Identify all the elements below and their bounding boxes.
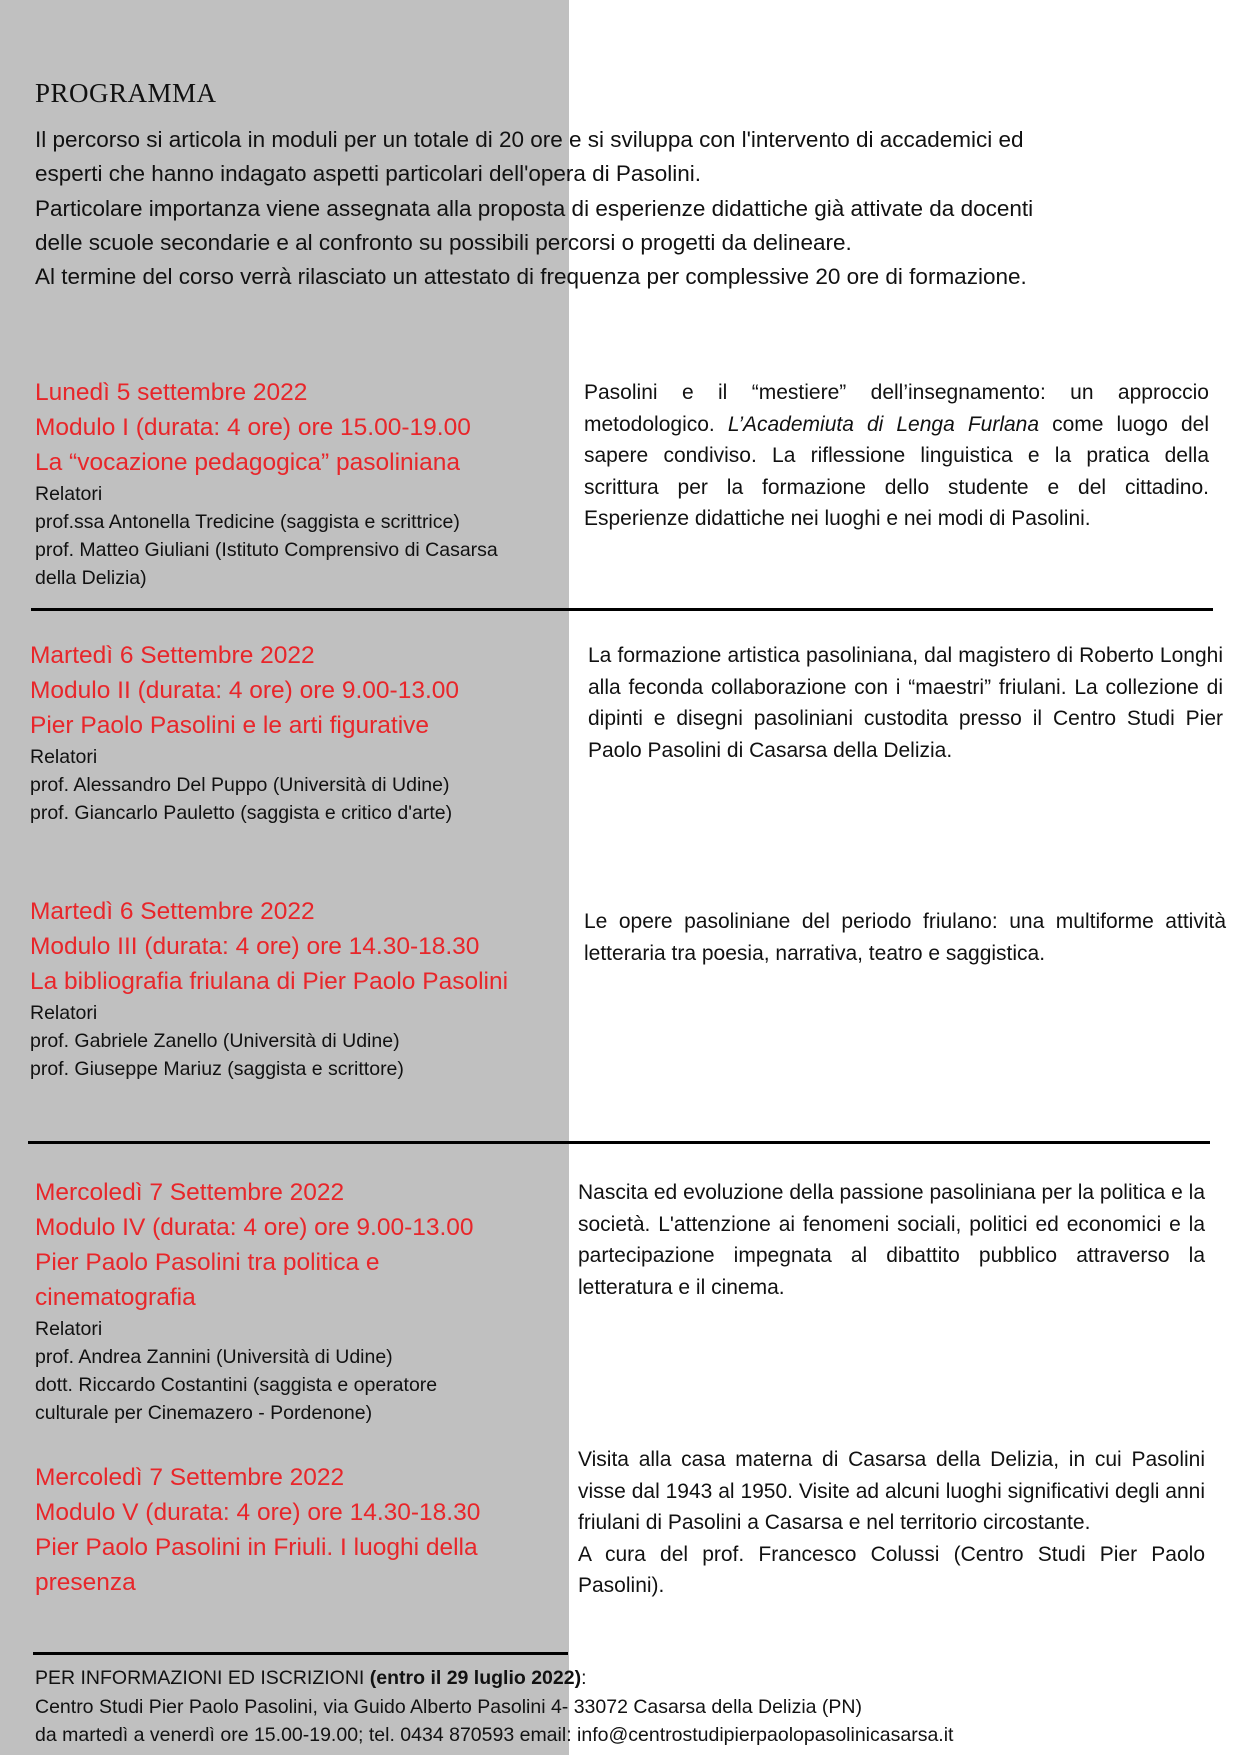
intro-line: esperti che hanno indagato aspetti particolari dell'opera di Pasolini. — [35, 161, 701, 187]
module-schedule: Modulo V (durata: 4 ore) ore 14.30-18.30 — [35, 1499, 481, 1526]
module-title: Pier Paolo Pasolini e le arti figurative — [30, 712, 430, 739]
intro-text — [35, 123, 1215, 294]
relatori-label: Relatori — [35, 1318, 103, 1340]
speaker: prof. Andrea Zannini (Università di Udine) — [35, 1346, 393, 1368]
footer-info — [35, 1664, 953, 1750]
module-title: La “vocazione pedagogica” pasoliniana — [35, 449, 460, 476]
intro-line: Particolare importanza viene assegnata alla proposta di esperienze didattiche già attivate da docenti — [35, 195, 1034, 221]
module-4-info — [35, 1175, 474, 1427]
speaker: prof. Alessandro Del Puppo (Università di Udine) — [30, 774, 450, 796]
speaker: prof. Matteo Giuliani (Istituto Comprensivo di Casarsa — [35, 539, 498, 561]
desc-text: Visita alla casa materna di Casarsa della Delizia, in cui Pasolini visse dal 1943 al 1950. Visite ad alcuni luoghi significativi degli anni friulani di Pasolini a Casarsa e nel territorio circostante. — [578, 1448, 1205, 1534]
deadline: (entro il 29 luglio 2022) — [369, 1667, 582, 1689]
intro-line: Al termine del corso verrà rilasciato un attestato di frequenza per complessive 20 ore di formazione. — [35, 264, 1027, 290]
info-label: PER INFORMAZIONI ED ISCRIZIONI — [35, 1667, 370, 1689]
intro-line: Il percorso si articola in moduli per un totale di 20 ore e si sviluppa con l'intervento di accademici ed — [35, 127, 1024, 152]
module-title: La bibliografia friulana di Pier Paolo Pasolini — [30, 968, 509, 995]
relatori-label: Relatori — [30, 746, 98, 768]
page-title: PROGRAMMA — [35, 78, 217, 108]
module-date: Martedì 6 Settembre 2022 — [30, 642, 315, 669]
speaker: prof. Giuseppe Mariuz (saggista e scrittore) — [30, 1058, 404, 1080]
module-title: Pier Paolo Pasolini in Friuli. I luoghi della — [35, 1534, 478, 1561]
speaker: prof. Giancarlo Pauletto (saggista e critico d'arte) — [30, 802, 453, 824]
module-3-info — [30, 894, 508, 1083]
module-2-description: La formazione artistica pasoliniana, dal magistero di Roberto Longhi alla feconda collaborazione con i “maestri” friulani. La collezione di dipinti e disegni pasoliniani custodita presso il Centro Studi Pier Paolo Pasolini di Casarsa della Delizia. — [588, 644, 1223, 762]
module-date: Lunedì 5 settembre 2022 — [35, 379, 308, 406]
module-schedule: Modulo II (durata: 4 ore) ore 9.00-13.00 — [30, 677, 460, 704]
module-1-description — [584, 377, 1209, 535]
module-1-info — [35, 375, 498, 592]
contact-line[interactable]: da martedì a venerdì ore 15.00-19.00; tel. 0434 870593 email: info@centrostudipierpaolopasolinicasarsa.it — [35, 1724, 954, 1746]
module-date: Mercoledì 7 Settembre 2022 — [35, 1464, 345, 1491]
relatori-label: Relatori — [35, 483, 103, 505]
speaker: della Delizia) — [35, 567, 147, 589]
speaker: dott. Riccardo Costantini (saggista e operatore — [35, 1374, 438, 1396]
divider — [28, 1141, 1210, 1144]
divider — [33, 1652, 568, 1655]
module-schedule: Modulo III (durata: 4 ore) ore 14.30-18.30 — [30, 933, 480, 960]
desc-text: Pasolini e il “mestiere” dell’insegnamento: un approccio metodologico. — [584, 381, 1209, 436]
module-5-description — [578, 1444, 1205, 1602]
speaker: prof. Gabriele Zanello (Università di Udine) — [30, 1030, 400, 1052]
module-5-info — [35, 1460, 480, 1600]
speaker: prof.ssa Antonella Tredicine (saggista e scrittrice) — [35, 511, 460, 533]
speaker: culturale per Cinemazero - Pordenone) — [35, 1402, 373, 1424]
module-title: cinematografia — [35, 1284, 196, 1311]
module-title: Pier Paolo Pasolini tra politica e — [35, 1249, 380, 1276]
divider — [31, 608, 1213, 611]
desc-curator: A cura del prof. Francesco Colussi (Centro Studi Pier Paolo Pasolini). — [578, 1542, 1205, 1597]
relatori-label: Relatori — [30, 1002, 98, 1024]
desc-text: come luogo del sapere condiviso. La riflessione linguistica e la pratica della scrittura per la formazione dello studente e del cittadino. Esperienze didattiche nei luoghi e nei modi di Pasolini. — [584, 412, 1209, 530]
module-4-description: Nascita ed evoluzione della passione pasoliniana per la politica e la società. L'attenzione ai fenomeni sociali, politici ed economici e la partecipazione impegnata al dibattito pubblico attraverso la letteratura e il cinema. — [578, 1181, 1205, 1299]
module-schedule: Modulo I (durata: 4 ore) ore 15.00-19.00 — [35, 414, 471, 441]
module-title: presenza — [35, 1569, 136, 1596]
address: Centro Studi Pier Paolo Pasolini, via Guido Alberto Pasolini 4- 33072 Casarsa della Delizia (PN) — [35, 1695, 863, 1718]
desc-italic: L’Academiuta di Lenga Furlana — [727, 412, 1040, 436]
module-schedule: Modulo IV (durata: 4 ore) ore 9.00-13.00 — [35, 1214, 474, 1241]
module-2-info — [30, 638, 459, 827]
colon: : — [581, 1667, 587, 1689]
module-date: Mercoledì 7 Settembre 2022 — [35, 1179, 345, 1206]
intro-line: delle scuole secondarie e al confronto su possibili percorsi o progetti da delineare. — [35, 229, 852, 255]
module-3-description: Le opere pasoliniane del periodo friulano: una multiforme attività letteraria tra poesia, narrativa, teatro e saggistica. — [584, 910, 1226, 965]
module-date: Martedì 6 Settembre 2022 — [30, 898, 315, 925]
